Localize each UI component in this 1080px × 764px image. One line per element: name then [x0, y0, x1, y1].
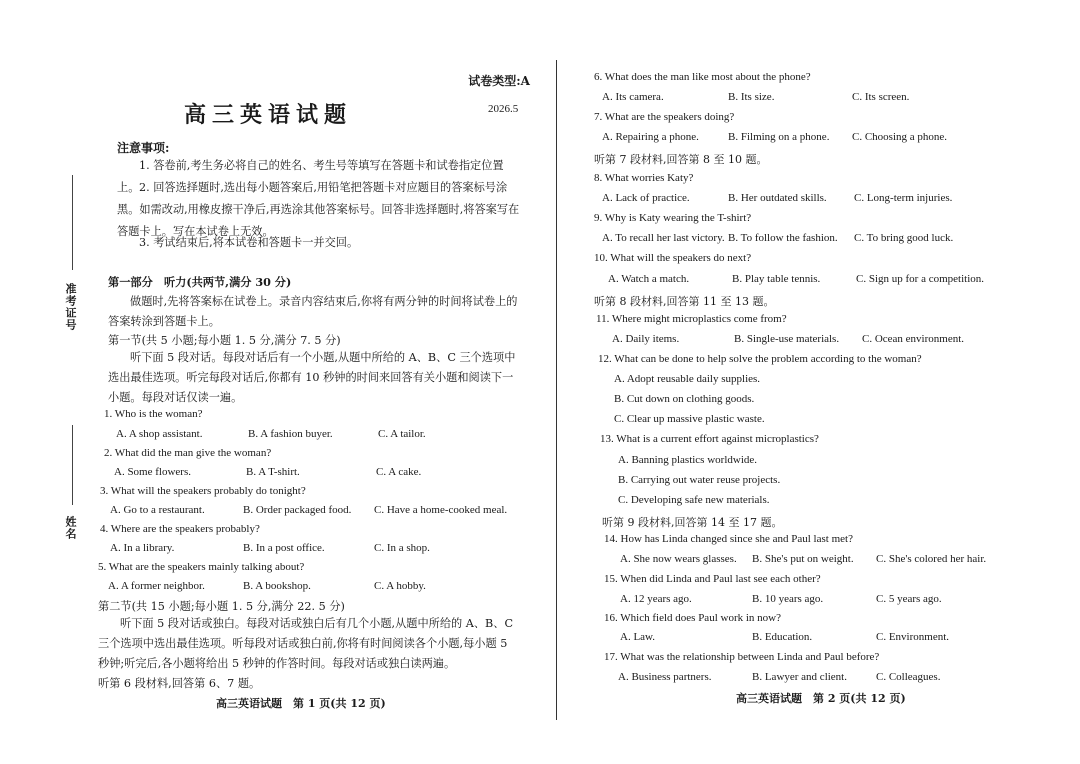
name-label: 姓名: [64, 516, 77, 540]
question-14: 14. How has Linda changed since she and Paul last met?: [604, 533, 853, 545]
question-8: 8. What worries Katy?: [594, 172, 694, 184]
question-17: 17. What was the relationship between Linda and Paul before?: [604, 651, 880, 663]
option: A. Law.: [620, 631, 656, 643]
option: B. Single-use materials.: [734, 333, 840, 345]
exam-page-2: [556, 0, 1080, 764]
note-item: 1. 答卷前,考生务必将自己的姓名、考生号等填写在答题卡和试卷指定位置上。: [117, 159, 504, 194]
question-7: 7. What are the speakers doing?: [594, 111, 735, 123]
option: C. A hobby.: [374, 580, 426, 592]
option: C. To bring good luck.: [854, 232, 954, 244]
option: B. A fashion buyer.: [248, 428, 333, 440]
option: A. Daily items.: [612, 333, 680, 345]
option: A. She now wears glasses.: [620, 553, 737, 565]
page-footer: 高三英语试题 第 2 页(共 12 页): [736, 692, 906, 705]
part1-heading: 第一部分 听力(共两节,满分 30 分): [108, 275, 292, 289]
option: A. Go to a restaurant.: [110, 504, 205, 516]
option: A. Repairing a phone.: [602, 131, 699, 143]
option: A. Watch a match.: [608, 273, 690, 285]
option: C. In a shop.: [374, 542, 430, 554]
option: B. Order packaged food.: [243, 504, 352, 516]
option: A. In a library.: [110, 542, 175, 554]
option: B. Filming on a phone.: [728, 131, 830, 143]
option: B. In a post office.: [243, 542, 325, 554]
option: B. Her outdated skills.: [728, 192, 827, 204]
option: C. A cake.: [376, 466, 422, 478]
note-item: 3. 考试结束后,将本试卷和答题卡一并交回。: [139, 236, 359, 249]
part1-instruction: 做题时,先将答案标在试卷上。录音内容结束后,你将有两分钟的时间将试卷上的答案转涂到答题卡上。: [108, 295, 518, 328]
option: C. She's colored her hair.: [876, 553, 987, 565]
question-10: 10. What will the speakers do next?: [594, 252, 752, 264]
option: B. Play table tennis.: [732, 273, 821, 285]
question-2: 2. What did the man give the woman?: [104, 447, 272, 459]
question-5: 5. What are the speakers mainly talking about?: [98, 561, 305, 573]
exam-number-label: 准考证号: [64, 283, 77, 331]
material-7-note: 听第 7 段材料,回答第 8 至 10 题。: [594, 153, 768, 166]
option: A. To recall her last victory.: [602, 232, 725, 244]
paper-type: 试卷类型:A: [468, 74, 530, 88]
option: C. Colleagues.: [876, 671, 941, 683]
option: A. Banning plastics worldwide.: [618, 454, 758, 466]
option: A. Lack of practice.: [602, 192, 690, 204]
option: C. 5 years ago.: [876, 593, 942, 605]
question-3: 3. What will the speakers probably do tonight?: [100, 485, 306, 497]
option: A. A former neighbor.: [108, 580, 205, 592]
option: C. Developing safe new materials.: [618, 494, 770, 506]
option: C. Have a home-cooked meal.: [374, 504, 508, 516]
option: B. Education.: [752, 631, 813, 643]
binding-line: [72, 175, 73, 270]
section1-heading: 第一节(共 5 小题;每小题 1. 5 分,满分 7. 5 分): [108, 334, 341, 347]
binding-line: [72, 425, 73, 505]
question-12: 12. What can be done to help solve the problem according to the woman?: [598, 353, 922, 365]
exam-date: 2026.5: [488, 103, 519, 115]
option: C. A tailor.: [378, 428, 426, 440]
section2-instruction: 听下面 5 段对话或独白。每段对话或独白后有几个小题,从题中所给的 A、B、C 三个选项中选出最佳选项。听每段对话或独白前,你将有时间阅读各个小题,每小题 5 秒钟;听完后,各小题将给出 5 秒钟的作答时间。每段对话或独白读两遍。: [98, 617, 514, 670]
material-6-note: 听第 6 段材料,回答第 6、7 题。: [98, 677, 261, 690]
option: C. Ocean environment.: [862, 333, 965, 345]
option: C. Clear up massive plastic waste.: [614, 413, 765, 425]
question-1: 1. Who is the woman?: [104, 408, 203, 420]
option: A. Adopt reusable daily supplies.: [614, 373, 761, 385]
option: B. A bookshop.: [243, 580, 311, 592]
question-15: 15. When did Linda and Paul last see each other?: [604, 573, 821, 585]
question-4: 4. Where are the speakers probably?: [100, 523, 260, 535]
option: B. Lawyer and client.: [752, 671, 847, 683]
material-8-note: 听第 8 段材料,回答第 11 至 13 题。: [594, 295, 775, 308]
option: C. Environment.: [876, 631, 950, 643]
option: B. Cut down on clothing goods.: [614, 393, 755, 405]
question-13: 13. What is a current effort against microplastics?: [600, 433, 819, 445]
option: B. A T-shirt.: [246, 466, 300, 478]
option: C. Choosing a phone.: [852, 131, 948, 143]
section2-heading: 第二节(共 15 小题;每小题 1. 5 分,满分 22. 5 分): [98, 600, 345, 613]
option: C. Sign up for a competition.: [856, 273, 985, 285]
option: B. Its size.: [728, 91, 775, 103]
option: A. Some flowers.: [114, 466, 191, 478]
question-16: 16. Which field does Paul work in now?: [604, 612, 781, 624]
question-6: 6. What does the man like most about the phone?: [594, 71, 811, 83]
option: A. Its camera.: [602, 91, 664, 103]
page-title: 高三英语试题: [183, 102, 352, 128]
option: B. To follow the fashion.: [728, 232, 838, 244]
option: A. A shop assistant.: [116, 428, 203, 440]
notes-title: 注意事项:: [117, 141, 170, 155]
option: B. Carrying out water reuse projects.: [618, 474, 781, 486]
option: C. Its screen.: [852, 91, 910, 103]
note-item: 2. 回答选择题时,选出每小题答案后,用铅笔把答题卡对应题目的答案标号涂黑。如需改动,用橡皮擦干净后,再选涂其他答案标号。回答非选择题时,将答案写在答题卡上。写在本试卷上无效。: [117, 181, 520, 238]
question-9: 9. Why is Katy wearing the T-shirt?: [594, 212, 752, 224]
question-11: 11. Where might microplastics come from?: [596, 313, 787, 325]
page-footer: 高三英语试题 第 1 页(共 12 页): [216, 697, 386, 710]
option: B. She's put on weight.: [752, 553, 854, 565]
option: A. Business partners.: [618, 671, 712, 683]
option: B. 10 years ago.: [752, 593, 824, 605]
section1-instruction: 听下面 5 段对话。每段对话后有一个小题,从题中所给的 A、B、C 三个选项中选出最佳选项。听完每段对话后,你都有 10 秒钟的时间来回答有关小题和阅读下一小题。每段对话仅读一遍。: [108, 351, 516, 404]
material-9-note: 听第 9 段材料,回答第 14 至 17 题。: [602, 516, 783, 529]
option: C. Long-term injuries.: [854, 192, 953, 204]
option: A. 12 years ago.: [620, 593, 692, 605]
